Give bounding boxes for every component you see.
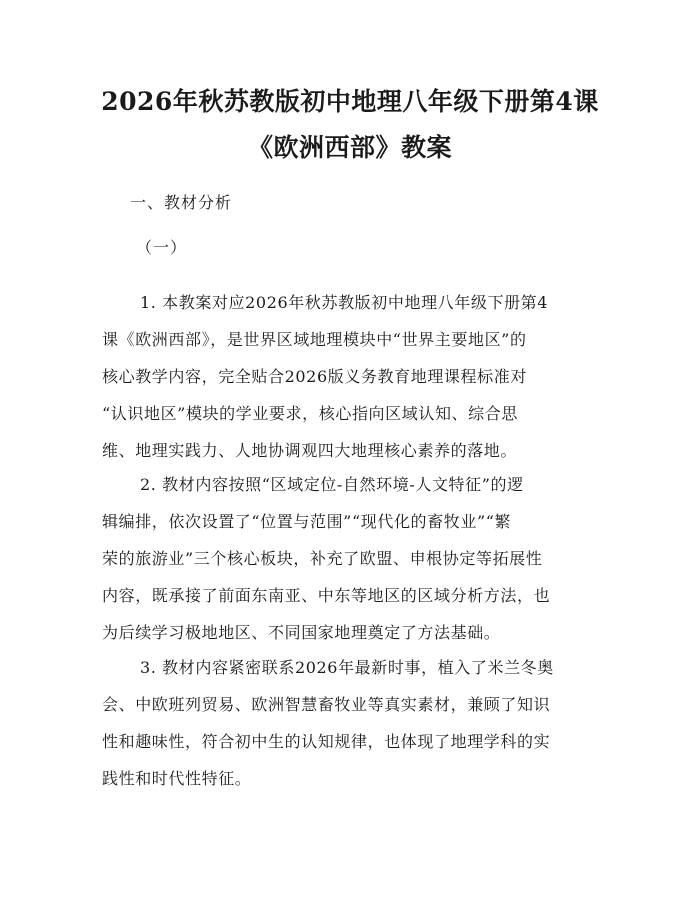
paragraph-line: 践性和时代性特征。 — [102, 769, 252, 788]
paragraph-line: 课《欧洲西部》，是世界区域地理模块中“世界主要地区”的 — [102, 330, 527, 349]
paragraph-line: 2. 教材内容按照“区域定位-自然环境-人文特征”的逻 — [140, 475, 524, 494]
paragraph-3 — [102, 649, 600, 797]
paragraph-1 — [102, 284, 600, 469]
paragraph-line: “认识地区”模块的学业要求，核心指向区域认知、综合思 — [102, 404, 518, 423]
subsection-heading: （一） — [136, 238, 188, 257]
paragraph-line: 核心教学内容，完全贴合2026版义务教育地理课程标准对 — [102, 367, 527, 386]
paragraph-line: 3. 教材内容紧密联系2026年最新时事，植入了米兰冬奥 — [140, 658, 554, 677]
paragraph-line: 内容，既承接了前面东南亚、中东等地区的区域分析方法，也 — [102, 586, 551, 605]
paragraph-line: 性和趣味性，符合初中生的认知规律，也体现了地理学科的实 — [102, 732, 551, 751]
paragraph-line: 1. 本教案对应2026年秋苏教版初中地理八年级下册第4 — [140, 293, 549, 312]
paragraph-line: 为后续学习极地地区、不同国家地理奠定了方法基础。 — [102, 623, 501, 642]
paragraph-line: 辑编排，依次设置了“位置与范围”“现代化的畜牧业”“繁 — [102, 512, 512, 531]
section-heading: 一、教材分析 — [130, 193, 233, 212]
paragraph-line: 荣的旅游业”三个核心板块，补充了欧盟、申根协定等拓展性 — [102, 549, 543, 568]
document-title-line-2: 《欧洲西部》教案 — [247, 133, 452, 162]
paragraph-2 — [102, 466, 600, 651]
paragraph-line: 维、地理实践力、人地协调观四大地理核心素养的落地。 — [102, 441, 518, 460]
document-title-line-1: 2026年秋苏教版初中地理八年级下册第4课 — [101, 87, 599, 116]
paragraph-line: 会、中欧班列贸易、欧洲智慧畜牧业等真实素材，兼顾了知识 — [102, 695, 551, 714]
